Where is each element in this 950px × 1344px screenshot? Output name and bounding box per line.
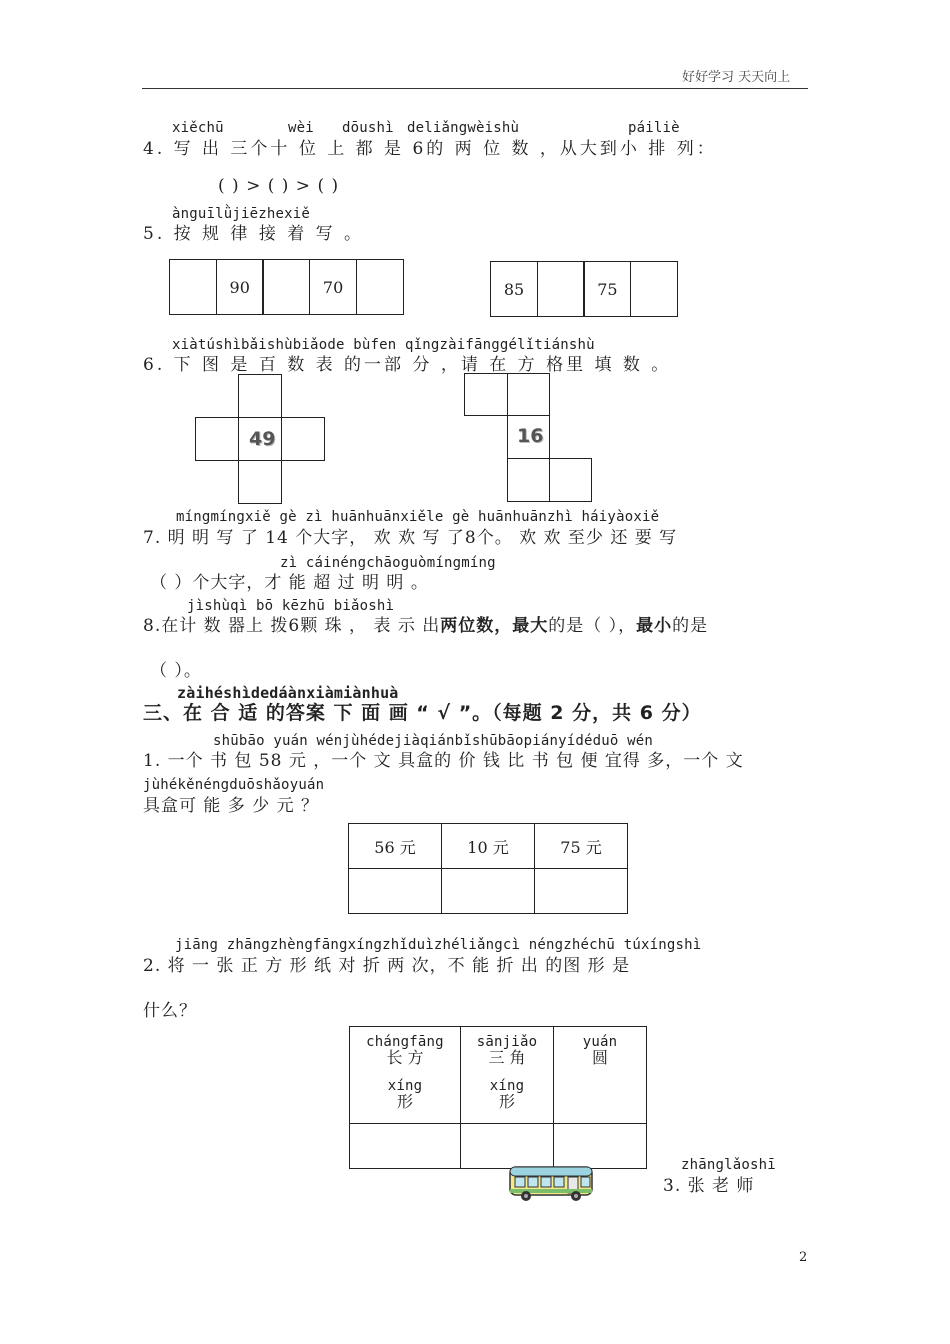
s3q2-opt2-hanzi2: 形 — [498, 1092, 515, 1111]
q6-question: 6. 下 图 是 百 数 表 的一部 分 ，请 在 方 格里 填 数 。 — [143, 355, 672, 375]
section3-pinyin: zàihéshìdedáànxiàmiànhuà — [177, 684, 399, 702]
s3q2-opt3-hanzi1: 圆 — [591, 1048, 608, 1067]
s3q2-opt1-hanzi1: 长 方 — [386, 1048, 424, 1067]
q4-pinyin-2: wèi — [288, 120, 314, 136]
s3q1-answer-cell-1[interactable] — [349, 869, 442, 914]
s3q1-option-56: 56 元 — [349, 824, 442, 869]
q5-grid1-cell[interactable] — [169, 259, 217, 315]
q4-pinyin-4: deliǎngwèishù — [407, 120, 520, 136]
s3q2-opt2-pinyin2: xíng — [489, 1078, 525, 1094]
s3q1-options-table — [348, 823, 628, 914]
q7-pinyin-1: míngmíngxiě gè zì huānhuānxiěle gè huānhuānzhì háiyàoxiě — [176, 509, 660, 525]
bus-icon — [508, 1163, 596, 1207]
q4-pinyin-1: xiěchū — [172, 120, 224, 136]
q6-number-49: 49 — [249, 428, 276, 450]
q6-step-cell-top[interactable] — [507, 373, 550, 416]
s3q1-question-2: 具盒可 能 多 少 元 ？ — [143, 796, 320, 816]
q5-grid1-cell: 70 — [309, 259, 357, 315]
q5-grid2-cell: 75 — [583, 261, 631, 317]
q6-step-cell-topleft[interactable] — [464, 373, 508, 416]
q6-cross-cell-left[interactable] — [195, 417, 239, 461]
q8-text-mid[interactable]: 的是（ ）， — [548, 616, 637, 636]
s3q1-question-1: 1. 一个 书 包 58 元 ，一个 文 具盒的 价 钱 比 书 包 便 宜得 多，一个 文 — [143, 751, 744, 771]
s3q2-question: 2. 将 一 张 正 方 形 纸 对 折 两 次，不 能 折 出 的图 形 是 — [143, 956, 631, 976]
s3q2-pinyin: jiāng zhāngzhèngfāngxíngzhǐduìzhéliǎngcì néngzhéchū túxíngshì — [175, 937, 702, 953]
q5-grid1-cell[interactable] — [262, 259, 310, 315]
q6-cross-cell-bottom[interactable] — [238, 460, 282, 504]
q5-grid2-cell[interactable] — [537, 261, 585, 317]
q6-step-cell-bottomright[interactable] — [549, 458, 592, 502]
q4-pinyin-5: páiliè — [628, 120, 680, 136]
header-rule — [142, 88, 808, 89]
q8-bold-2: 最小 — [636, 616, 673, 636]
q6-number-16: 16 — [517, 425, 544, 447]
s3q2-option-rectangle — [350, 1027, 461, 1124]
q8-text-prefix: 8.在计 数 器上 拨6颗 珠 ， 表 示 出 — [143, 616, 441, 636]
q4-pinyin-3: dōushì — [342, 120, 394, 136]
header-text: 好好学习 天天向上 — [682, 70, 791, 85]
q6-pinyin: xiàtúshìbǎishùbiǎode bùfen qǐngzàifānggélǐtiánshù — [172, 337, 595, 353]
s3q2-opt2-hanzi1: 三 角 — [488, 1048, 526, 1067]
s3q2-answer-cell-1[interactable] — [350, 1124, 461, 1169]
s3q1-option-10: 10 元 — [442, 824, 535, 869]
q6-cross-cell-right[interactable] — [281, 417, 325, 461]
q5-sequence-grid-2 — [490, 261, 678, 317]
q5-grid1-cell[interactable] — [356, 259, 404, 315]
s3q2-opt1-pinyin1: chángfāng — [366, 1034, 444, 1050]
q8-text-end: 的是 — [672, 616, 709, 636]
q8-answer-blank[interactable]: （ ）。 — [150, 661, 202, 681]
s3q2-answer-cell-2[interactable] — [461, 1124, 554, 1169]
q5-grid1-cell: 90 — [216, 259, 264, 315]
q5-pinyin: ànguīlǜjiēzhexiě — [172, 206, 311, 222]
s3q2-opt1-pinyin2: xíng — [387, 1078, 423, 1094]
q8-bold-1: 两位数，最大 — [440, 616, 549, 636]
s3q1-pinyin-1: shūbāo yuán wénjùhédejiàqiánbǐshūbāopiányídéduō wén — [213, 733, 654, 749]
s3q3-question: 3. 张 老 师 — [663, 1176, 755, 1196]
s3q1-answer-cell-2[interactable] — [442, 869, 535, 914]
q5-sequence-grid-1 — [169, 259, 404, 315]
s3q3-pinyin: zhānglǎoshī — [681, 1157, 776, 1173]
s3q1-pinyin-2: jùhékěnéngduōshǎoyuán — [143, 777, 325, 793]
s3q1-option-75: 75 元 — [535, 824, 628, 869]
s3q2-option-triangle — [461, 1027, 554, 1124]
q8-pinyin: jìshùqì bō kēzhū biǎoshì — [187, 598, 395, 614]
page-number: 2 — [799, 1250, 808, 1265]
s3q2-option-circle — [554, 1027, 647, 1124]
q7-question-1: 7. 明 明 写 了 14 个大字， 欢 欢 写 了8个。 欢 欢 至少 还 要 写 — [143, 528, 678, 548]
q5-grid2-cell: 85 — [490, 261, 538, 317]
s3q2-options-table — [349, 1026, 647, 1169]
q7-pinyin-2: zì cáinéngchāoguòmíngmíng — [280, 555, 496, 571]
section3-title: 三、在 合 适 的答案 下 面 画 “ √ ”。（每题 2 分，共 6 分） — [143, 702, 702, 724]
s3q1-answer-cell-3[interactable] — [535, 869, 628, 914]
s3q2-answer-cell-3[interactable] — [554, 1124, 647, 1169]
s3q2-opt1-hanzi2: 形 — [396, 1092, 413, 1111]
q4-question: 4. 写 出 三个十 位 上 都 是 6的 两 位 数 ，从大到小 排 列： — [143, 139, 717, 159]
q5-grid2-cell[interactable] — [630, 261, 678, 317]
q6-step-cell-bottom[interactable] — [507, 458, 550, 502]
q8-question — [143, 611, 708, 636]
s3q2-opt2-pinyin1: sānjiǎo — [476, 1034, 538, 1050]
q5-question: 5. 按 规 律 接 着 写 。 — [143, 224, 365, 244]
q4-answer-blanks[interactable]: ( ) > ( ) > ( ) — [218, 176, 340, 196]
s3q2-question-2: 什么？ — [143, 1001, 197, 1021]
s3q2-opt3-pinyin1: yuán — [582, 1034, 618, 1050]
q6-cross-cell-top[interactable] — [238, 374, 282, 418]
q7-question-2[interactable]: （ ）个大字，才 能 超 过 明 明 。 — [150, 573, 429, 593]
